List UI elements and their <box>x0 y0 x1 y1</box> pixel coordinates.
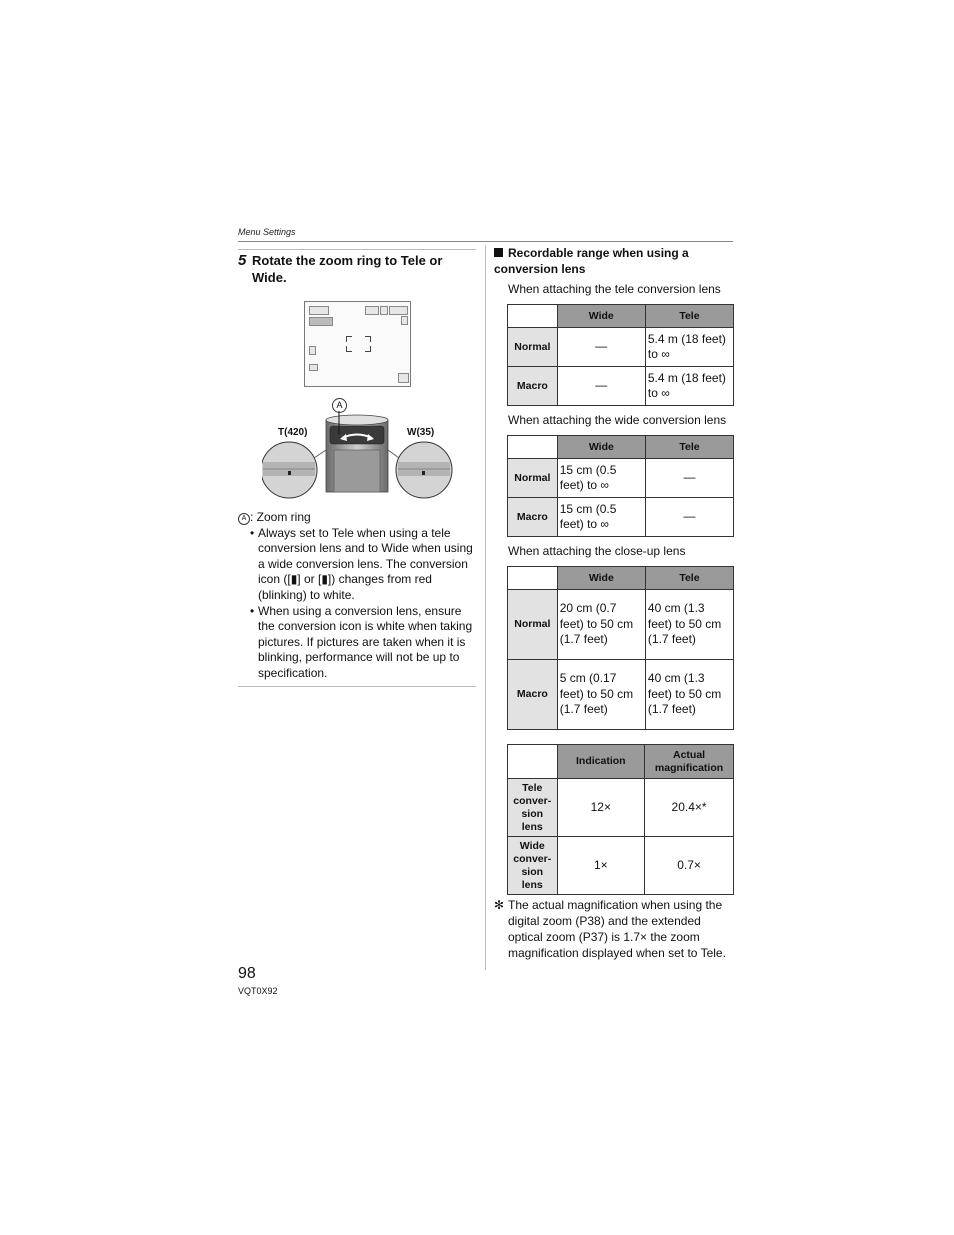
table-cell: — <box>557 367 645 406</box>
table-row <box>508 459 734 498</box>
step-top-rule <box>238 249 476 250</box>
caption-label: : Zoom ring <box>250 510 311 524</box>
column-header: Tele <box>645 436 733 459</box>
column-header: Wide <box>557 567 645 590</box>
row-header: Macro <box>508 498 558 537</box>
closeup-range-table <box>507 566 734 730</box>
bullet-1-pre: conversion icon ([ <box>258 556 468 587</box>
table-cell: 1× <box>557 837 645 895</box>
zoom-indicator-icon <box>398 373 409 383</box>
table-row <box>508 367 734 406</box>
size-icon <box>365 306 379 315</box>
caption-marker: A <box>238 513 250 525</box>
table-row <box>508 328 734 367</box>
left-bottom-rule <box>238 686 476 687</box>
table-cell: 15 cm (0.5 feet) to ∞ <box>557 459 645 498</box>
row-header: Normal <box>508 459 558 498</box>
table-cell: 5.4 m (18 feet) to ∞ <box>645 367 733 406</box>
af-frame-corner-icon <box>346 336 352 342</box>
count-icon <box>401 316 408 325</box>
row-header: Normal <box>508 590 558 660</box>
zoom-ring-illustration <box>262 398 456 504</box>
table-cell: 12× <box>557 779 645 837</box>
footnote-marker: ✻ <box>494 898 505 912</box>
flash-icon <box>309 364 318 371</box>
table-corner <box>508 745 558 779</box>
document-code: VQT0X92 <box>238 986 278 996</box>
af-frame-corner-icon <box>365 346 371 352</box>
af-frame-corner-icon <box>346 346 352 352</box>
footnote <box>494 897 734 961</box>
column-header: Wide <box>557 305 645 328</box>
table-corner <box>508 436 558 459</box>
column-header: Tele <box>645 305 733 328</box>
step-number: 5 <box>238 252 247 269</box>
column-header: Actual magnification <box>645 745 734 779</box>
row-header: Normal <box>508 328 558 367</box>
section-header: Menu Settings <box>238 227 296 237</box>
table-cell: 20.4×* <box>645 779 734 837</box>
footnote-text: The actual magnification when using the digital zoom (P38) and the extended optical zoom (P37) is 1.7× the zoom magnification displayed when set to Tele. <box>508 898 726 960</box>
row-header: Tele conver- sion lens <box>508 779 558 837</box>
tele-label: T(420) <box>278 427 308 438</box>
row-header: Macro <box>508 660 558 730</box>
caption-bullet-2: • When using a conversion lens, ensure the conversion icon is white when taking pictures. If pictures are taken when it is blinking, performance will not be up to specification. <box>258 604 476 682</box>
mode-icon <box>309 306 329 315</box>
table-corner <box>508 567 558 590</box>
table-cell: 15 cm (0.5 feet) to ∞ <box>557 498 645 537</box>
square-bullet-icon <box>494 248 503 257</box>
caption-title <box>238 510 476 526</box>
figure-marker-a: A <box>332 398 347 413</box>
column-header: Wide <box>557 436 645 459</box>
conversion-icon <box>309 317 333 326</box>
wide-label: W(35) <box>407 427 435 438</box>
table-row <box>508 837 734 895</box>
table-cell: 5.4 m (18 feet) to ∞ <box>645 328 733 367</box>
table-cell: — <box>645 459 733 498</box>
tele-caption: When attaching the tele conversion lens <box>508 282 721 296</box>
section-heading <box>494 245 734 277</box>
step-title: Rotate the zoom ring to Tele or Wide. <box>252 253 443 285</box>
row-header: Macro <box>508 367 558 406</box>
page-number: 98 <box>238 965 256 982</box>
table-cell: — <box>557 328 645 367</box>
magnification-table <box>507 744 734 895</box>
section-heading-text: Recordable range when using a conversion lens <box>494 246 689 276</box>
header-rule <box>238 241 733 242</box>
table-cell: 40 cm (1.3 feet) to 50 cm (1.7 feet) <box>645 660 733 730</box>
bullet-1-post: ]) changes from red (blinking) to white. <box>258 572 432 602</box>
table-row <box>508 660 734 730</box>
table-cell: 20 cm (0.7 feet) to 50 cm (1.7 feet) <box>557 590 645 660</box>
wide-caption: When attaching the wide conversion lens <box>508 413 727 427</box>
quality-icon <box>380 306 388 315</box>
table-row <box>508 779 734 837</box>
table-row <box>508 590 734 660</box>
stabilizer-icon <box>309 346 316 355</box>
table-cell: 40 cm (1.3 feet) to 50 cm (1.7 feet) <box>645 590 733 660</box>
table-corner <box>508 305 558 328</box>
column-header: Tele <box>645 567 733 590</box>
table-cell: — <box>645 498 733 537</box>
column-header: Indication <box>557 745 645 779</box>
row-header: Wide conver- sion lens <box>508 837 558 895</box>
bullet-1-text: Always set to Tele when using a tele conversion lens and to Wide when using a wide conversion lens. The <box>258 525 473 571</box>
caption-bullet-1 <box>258 526 476 604</box>
lcd-screen-illustration <box>304 301 411 387</box>
wide-range-table <box>507 435 734 537</box>
caption-block <box>238 510 476 682</box>
battery-icon <box>389 306 408 315</box>
af-frame-corner-icon <box>365 336 371 342</box>
tele-range-table <box>507 304 734 406</box>
table-cell: 0.7× <box>645 837 734 895</box>
closeup-caption: When attaching the close-up lens <box>508 544 686 558</box>
column-divider <box>485 245 486 970</box>
tele-conversion-icon: ▮ <box>290 572 298 587</box>
bullet-1-mid: ] or [ <box>297 572 322 587</box>
wide-conversion-icon: ▮ <box>321 572 328 587</box>
table-cell: 5 cm (0.17 feet) to 50 cm (1.7 feet) <box>557 660 645 730</box>
table-row <box>508 498 734 537</box>
